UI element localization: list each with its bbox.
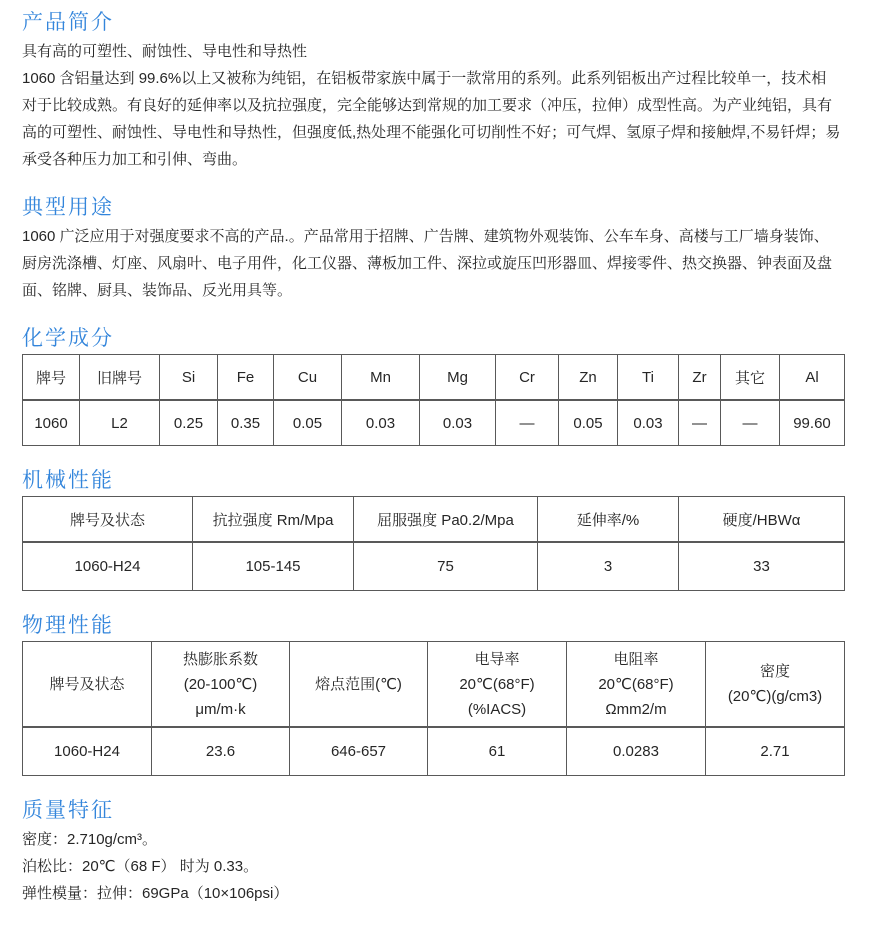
- intro-paragraph: [22, 38, 846, 173]
- intro-line: 1060 含铝量达到 99.6%以上又被称为纯铝，在铝板带家族中属于一款常用的系列。此系列铝板出产过程比较单一，技术相: [22, 70, 827, 87]
- cell: —: [721, 400, 780, 446]
- cell: 1060: [23, 400, 80, 446]
- column-header: Cr: [496, 355, 559, 401]
- column-header: Mg: [420, 355, 496, 401]
- header-line: 牌号及状态: [49, 675, 125, 693]
- physical-header-row: [23, 642, 845, 728]
- cell: 0.05: [274, 400, 342, 446]
- column-header: [567, 642, 706, 728]
- header-line: (%IACS): [467, 700, 527, 718]
- cell: 3: [538, 542, 679, 591]
- column-header: 旧牌号: [80, 355, 160, 401]
- quality-paragraph: [22, 826, 846, 907]
- header-line: (20℃)(g/cm3): [727, 688, 823, 705]
- section-mechanical: [22, 468, 846, 591]
- header-line: (20-100℃): [183, 675, 258, 693]
- intro-line: 对于比较成熟。有良好的延伸率以及抗拉强度，完全能够达到常规的加工要求（冲压，拉伸）成型性高。为产业纯铝，具有: [22, 97, 833, 114]
- column-header: 硬度/HBWα: [679, 497, 845, 543]
- column-header: Cu: [274, 355, 342, 401]
- column-header: Ti: [618, 355, 679, 401]
- column-header: Al: [780, 355, 845, 401]
- table-row: [23, 727, 845, 776]
- intro-line: 承受各种压力加工和引伸、弯曲。: [22, 151, 248, 168]
- column-header: 牌号及状态: [23, 497, 193, 543]
- column-header: Fe: [218, 355, 274, 401]
- column-header: Si: [160, 355, 218, 401]
- cell: 0.25: [160, 400, 218, 446]
- column-header: 其它: [721, 355, 780, 401]
- intro-line: 具有高的可塑性、耐蚀性、导电性和导热性: [22, 43, 308, 60]
- mechanical-header-row: [23, 497, 845, 543]
- physical-title: 物理性能: [22, 613, 114, 637]
- column-header: [23, 642, 152, 728]
- uses-paragraph: [22, 223, 846, 304]
- cell: 75: [354, 542, 538, 591]
- cell: 0.03: [618, 400, 679, 446]
- uses-line: 厨房洗涤槽、灯座、风扇叶、电子用件，化工仪器、薄板加工件、深拉或旋压凹形器皿、焊接零件、热交换器、钟表面及盘: [22, 255, 833, 272]
- cell: 0.05: [559, 400, 618, 446]
- quality-line: 密度：2.710g/cm³。: [22, 831, 158, 848]
- cell: 105-145: [193, 542, 354, 591]
- section-quality: [22, 798, 846, 907]
- mechanical-title: 机械性能: [22, 468, 114, 492]
- header-line: μm/m·k: [195, 700, 246, 718]
- cell: 61: [428, 727, 567, 776]
- quality-title: 质量特征: [22, 798, 114, 822]
- column-header: [706, 642, 845, 728]
- header-line: 电阻率: [613, 650, 659, 668]
- cell: 2.71: [706, 727, 845, 776]
- column-header: Zr: [679, 355, 721, 401]
- quality-line: 泊松比：20℃（68 F） 时为 0.33。: [22, 858, 259, 875]
- header-line: 熔点范围(℃): [315, 675, 402, 693]
- section-physical: [22, 613, 846, 776]
- column-header: [290, 642, 428, 728]
- cell: 0.0283: [567, 727, 706, 776]
- chemical-header-row: [23, 355, 845, 401]
- chemical-composition-table: [22, 354, 845, 446]
- uses-title: 典型用途: [22, 195, 114, 219]
- quality-line: 弹性模量：拉伸：69GPa（10×106psi）: [22, 885, 289, 902]
- section-chemical: [22, 326, 846, 446]
- cell: 33: [679, 542, 845, 591]
- column-header: 屈服强度 Pa0.2/Mpa: [354, 497, 538, 543]
- cell: 0.03: [420, 400, 496, 446]
- cell: 0.03: [342, 400, 420, 446]
- column-header: 抗拉强度 Rm/Mpa: [193, 497, 354, 543]
- header-line: Ωmm2/m: [605, 700, 667, 718]
- column-header: 牌号: [23, 355, 80, 401]
- uses-line: 面、铭牌、厨具、装饰品、反光用具等。: [22, 282, 293, 299]
- mechanical-properties-table: [22, 496, 845, 591]
- header-line: 电导率: [474, 650, 520, 668]
- column-header: [428, 642, 567, 728]
- cell: 23.6: [152, 727, 290, 776]
- cell: L2: [80, 400, 160, 446]
- section-uses: [22, 195, 846, 304]
- cell: 646-657: [290, 727, 428, 776]
- column-header: Mn: [342, 355, 420, 401]
- intro-title: 产品简介: [22, 10, 114, 34]
- section-intro: [22, 10, 846, 173]
- header-line: 20℃(68°F): [598, 675, 674, 693]
- column-header: Zn: [559, 355, 618, 401]
- cell: 1060-H24: [23, 542, 193, 591]
- chemical-title: 化学成分: [22, 326, 114, 350]
- cell: 0.35: [218, 400, 274, 446]
- table-row: [23, 542, 845, 591]
- cell: 99.60: [780, 400, 845, 446]
- intro-line: 高的可塑性、耐蚀性、导电性和导热性，但强度低,热处理不能强化可切削性不好；可气焊、氢原子焊和接触焊,不易钎焊；易: [22, 124, 841, 141]
- header-line: 20℃(68°F): [459, 675, 535, 693]
- cell: —: [679, 400, 721, 446]
- physical-properties-table: [22, 641, 845, 776]
- table-row: [23, 400, 845, 446]
- header-line: 密度: [759, 663, 790, 680]
- cell: 1060-H24: [23, 727, 152, 776]
- cell: —: [496, 400, 559, 446]
- column-header: [152, 642, 290, 728]
- column-header: 延伸率/%: [538, 497, 679, 543]
- uses-line: 1060 广泛应用于对强度要求不高的产品.。产品常用于招牌、广告牌、建筑物外观装饰、公车车身、高楼与工厂墙身装饰、: [22, 228, 829, 245]
- header-line: 热膨胀系数: [182, 650, 258, 668]
